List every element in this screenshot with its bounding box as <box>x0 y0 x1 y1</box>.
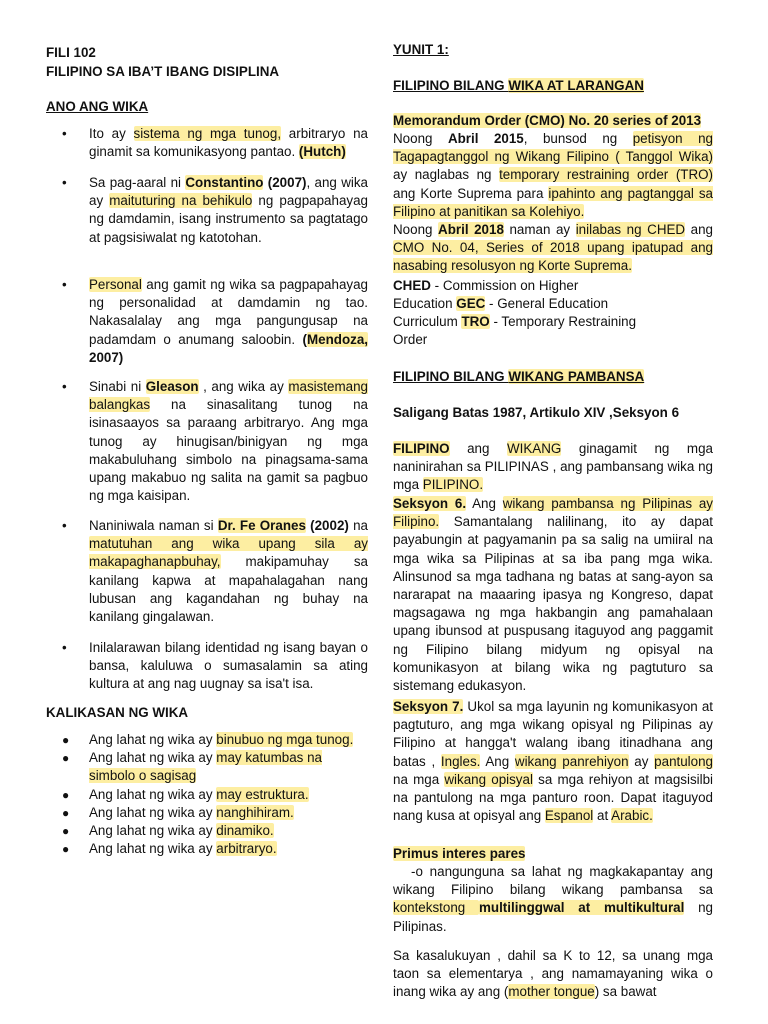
highlight: sistema ng mga tunog, <box>133 126 282 141</box>
text: Ang lahat ng wika ay <box>89 750 217 766</box>
highlight: arbitraryo. <box>216 841 277 857</box>
bullet-gleason <box>46 378 368 505</box>
bullet-dot: • <box>62 379 67 394</box>
tro-definition <box>393 313 713 331</box>
text: ay <box>628 753 655 769</box>
text: FILIPINO BILANG <box>393 78 509 93</box>
highlight: Arabic. <box>611 808 653 824</box>
order-word: Order <box>393 332 428 347</box>
bullet-dot: ● <box>62 733 70 747</box>
highlight: Memorandum Order (CMO) No. 20 series of 2013 <box>393 113 702 128</box>
paragraph-ched <box>393 221 713 276</box>
highlight: FILIPINO <box>393 441 450 456</box>
text: Ang lahat ng wika ay <box>89 732 217 747</box>
text: Ukol sa mga layunin ng komunikasyon at pagtuturo, ang mga wikang opisyal ng Pilipinas ay Filipino at hangga't walang ibang itinadhana ang batas , <box>393 699 713 769</box>
heading-wikang-pambansa <box>393 368 713 386</box>
highlight: may estruktura. <box>216 786 309 802</box>
highlight: may katumbas na simbolo o sagisag <box>89 750 322 784</box>
paragraph-seksyon-6 <box>393 495 713 695</box>
highlight: WIKA AT LARANGAN <box>508 78 644 93</box>
text: FILIPINO BILANG <box>393 369 509 384</box>
saligang-batas: Saligang Batas 1987, Artikulo XIV ,Seksyon 6 <box>393 405 680 420</box>
text: arbitraryo na ginamit sa komunikasyong pantao. <box>89 126 368 160</box>
paragraph-kasalukuyan <box>393 947 713 1002</box>
text: CHED <box>393 278 431 293</box>
highlight: masistemang balangkas <box>89 379 368 413</box>
highlight: TRO <box>461 314 490 329</box>
highlight: PILIPINO. <box>422 477 484 493</box>
text: ( <box>302 331 307 347</box>
primus-heading <box>393 845 713 863</box>
highlight: dinamiko. <box>216 823 274 839</box>
highlight: kontekstong <box>393 900 479 916</box>
text: Ang lahat ng wika ay <box>89 804 217 820</box>
text: Noong <box>393 222 439 237</box>
highlight: Mendoza, <box>306 331 368 347</box>
highlight: Ingles. <box>440 753 481 769</box>
text: na <box>348 518 369 533</box>
course-code: FILI 102 <box>46 45 96 60</box>
highlight: WIKANG PAMBANSA <box>508 369 645 384</box>
highlight: wikang pambansa ng Pilipinas ay Filipino. <box>393 496 713 530</box>
text: - Commission on Higher <box>430 278 579 293</box>
text: , ang wika ay <box>198 379 289 394</box>
text: - General Education <box>485 296 609 311</box>
bullet-dot: • <box>62 175 67 190</box>
highlight: Personal <box>89 277 142 292</box>
list-item <box>46 731 368 749</box>
highlight: CMO No. 04, Series of 2018 upang ipatupad ang nasabing resolusyon ng Korte Suprema. <box>393 240 713 274</box>
bullet-oranes <box>46 517 368 626</box>
highlight: (Hutch) <box>298 144 346 160</box>
bullet-dot: • <box>62 277 67 292</box>
highlight: mother tongue <box>508 984 595 1000</box>
text: at <box>593 808 612 824</box>
highlight: multilinggwal at multikultural <box>478 900 685 916</box>
text: (2007) <box>263 175 307 190</box>
list-item <box>46 786 368 804</box>
highlight: matutuhan ang wika upang sila ay makapaghanapbuhay, <box>89 536 368 570</box>
unit-title: YUNIT 1: <box>393 42 449 57</box>
highlight: GEC <box>456 296 486 311</box>
list-item <box>46 804 368 822</box>
text: ginagamit ng mga naninirahan sa PILIPINAS , ang pambansang wika ng mga <box>393 441 713 493</box>
bullet-identidad <box>46 639 368 694</box>
section-title-kalikasan: KALIKASAN NG WIKA <box>46 705 189 720</box>
text: ) sa bawat <box>594 984 657 1000</box>
highlight: wikang panrehiyon <box>514 753 629 769</box>
text: Curriculum <box>393 314 462 329</box>
text: - Temporary Restraining <box>489 314 637 329</box>
text: ang <box>685 222 714 237</box>
highlight: Dr. Fe Oranes <box>217 518 306 533</box>
text: Noong <box>393 131 448 146</box>
section-title-ano-ang-wika: ANO ANG WIKA <box>46 99 149 114</box>
bullet-hutch <box>46 125 368 161</box>
highlight: Espanol <box>544 808 594 824</box>
highlight: maituturing na behikulo <box>109 193 253 209</box>
highlight: petisyon ng Tagapagtanggol ng Wikang Filipino ( Tanggol Wika) <box>393 131 713 165</box>
text: na sinasalitang tunog na isinasaayos sa paraang arbitraryo. Ang mga tunog ay hinugisan/binigyan ng mga makabuluhang simbolo na pinagsama-sama upang makabuo ng salita na gamit sa pagbuo ng mga kaisipan. <box>89 397 368 504</box>
list-item <box>46 840 368 858</box>
text: , ang wika ay <box>89 175 368 209</box>
paragraph-filipino <box>393 440 713 495</box>
text: ang gamit ng wika sa pagpapahayag ng personalidad at damdamin ng tao. Nakasalalay ang mga pangungusap na padamdam o anumang saloobin. <box>89 277 368 347</box>
text: Sinabi ni <box>89 379 146 394</box>
highlight: inilabas ng CHED <box>575 222 686 237</box>
highlight: Gleason <box>145 379 199 394</box>
bullet-dot: • <box>62 640 67 655</box>
bullet-dot: • <box>62 126 67 141</box>
text: -o nangunguna sa lahat ng magkakapantay ang wikang Filipino bilang wikang pambansa sa <box>393 864 713 898</box>
kalikasan-list <box>46 731 368 858</box>
text: ay naglabas ng <box>393 167 500 183</box>
text: Sa pag-aaral ni <box>89 175 186 190</box>
text: Ito ay <box>89 126 134 141</box>
text: Ang lahat ng wika ay <box>89 786 217 802</box>
text: Samantalang nalilinang, ito ay dapat payabungin at pagyamanin pa sa salig na umiiral na mga wika sa Pilipinas at sa iba pang mga wika. Alinsunod sa mga tadhana ng batas at sang-ayon sa nararapat na maaaring ipasya ng Kongreso, dapat magsagawa ng mga hakbangin ang pamahalaan upang ibunsod at puspusang itaguyod ang paggamit ng Filipino bilang midyum ng opisyal na komunikasyon at bilang wika ng pagtuturo sa sistemang edukasyon. <box>393 514 713 694</box>
text: Abril 2015 <box>447 131 524 146</box>
highlight: Abril 2018 <box>438 222 504 237</box>
highlight: Constantino <box>185 175 264 190</box>
text: ang Korte Suprema para <box>393 185 549 201</box>
text: ng Pilipinas. <box>393 900 713 934</box>
paragraph-seksyon-7 <box>393 698 713 825</box>
text: Sa kasalukuyan , dahil sa K to 12, sa unang mga taon sa elementarya , ang namamayaning wika o inang wika ay ang ( <box>393 948 713 1000</box>
bullet-mendoza <box>46 276 368 367</box>
text: ng pagpapahayag ng damdamin, isang instrumento sa pagtatago at pagsisiwalat ng katotohan. <box>89 193 368 245</box>
text: Ang <box>466 496 503 511</box>
text: 2007) <box>89 349 124 365</box>
bullet-dot: ● <box>62 787 70 802</box>
paragraph-tro <box>393 130 713 221</box>
text: makipamuhay sa kanilang kapwa at mapahalagahan nang lubusan ang kagandahan ng buhay na kanilang gingalawan. <box>89 554 368 625</box>
bullet-dot: ● <box>62 751 70 766</box>
gec-definition <box>393 295 713 313</box>
text: ang <box>449 441 507 456</box>
list-item <box>46 749 368 785</box>
ched-definition <box>393 277 713 295</box>
text: Ang <box>480 753 515 769</box>
bullet-dot: ● <box>62 805 70 820</box>
highlight: nanghihiram. <box>216 804 294 820</box>
cmo-title <box>393 112 713 130</box>
highlight: binubuo ng mga tunog. <box>216 732 354 747</box>
text: (2002) <box>305 518 349 533</box>
text: Inilalarawan bilang identidad ng isang bayan o bansa, kaluluwa o sumasalamin sa ating kultura at ang nag uugnay sa isa't isa. <box>89 640 368 692</box>
highlight: pantulong <box>654 753 713 769</box>
highlight: ipahinto ang pagtanggal sa Filipino at panitikan sa Kolehiyo. <box>393 185 713 219</box>
text: sa mga rehiyon at magsisilbi na pantulong na mga panturo roon. Dapat itaguyod nang kusa at opisyal ang <box>393 771 714 824</box>
text: , bunsod ng <box>523 131 633 146</box>
heading-wika-at-larangan <box>393 77 713 95</box>
text: naman ay <box>503 222 576 237</box>
bullet-dot: ● <box>62 824 70 839</box>
text: na mga <box>393 771 445 787</box>
highlight: wikang opisyal <box>444 771 533 787</box>
highlight: WIKANG <box>507 441 562 456</box>
bullet-dot: ● <box>62 842 70 857</box>
highlight: Primus interes pares <box>393 846 526 861</box>
list-item <box>46 822 368 840</box>
highlight: Seksyon 7. <box>393 699 464 714</box>
bullet-constantino <box>46 174 368 247</box>
text: Naniniwala naman si <box>89 518 218 533</box>
text: Ang lahat ng wika ay <box>89 823 217 839</box>
highlight: temporary restraining order (TRO) <box>499 167 713 183</box>
bullet-dot: • <box>62 518 67 533</box>
paragraph-primus <box>393 863 713 936</box>
text: Ang lahat ng wika ay <box>89 841 217 857</box>
text: Education <box>393 296 457 311</box>
course-title: FILIPINO SA IBA’T IBANG DISIPLINA <box>46 64 280 79</box>
highlight: Seksyon 6. <box>393 496 467 511</box>
